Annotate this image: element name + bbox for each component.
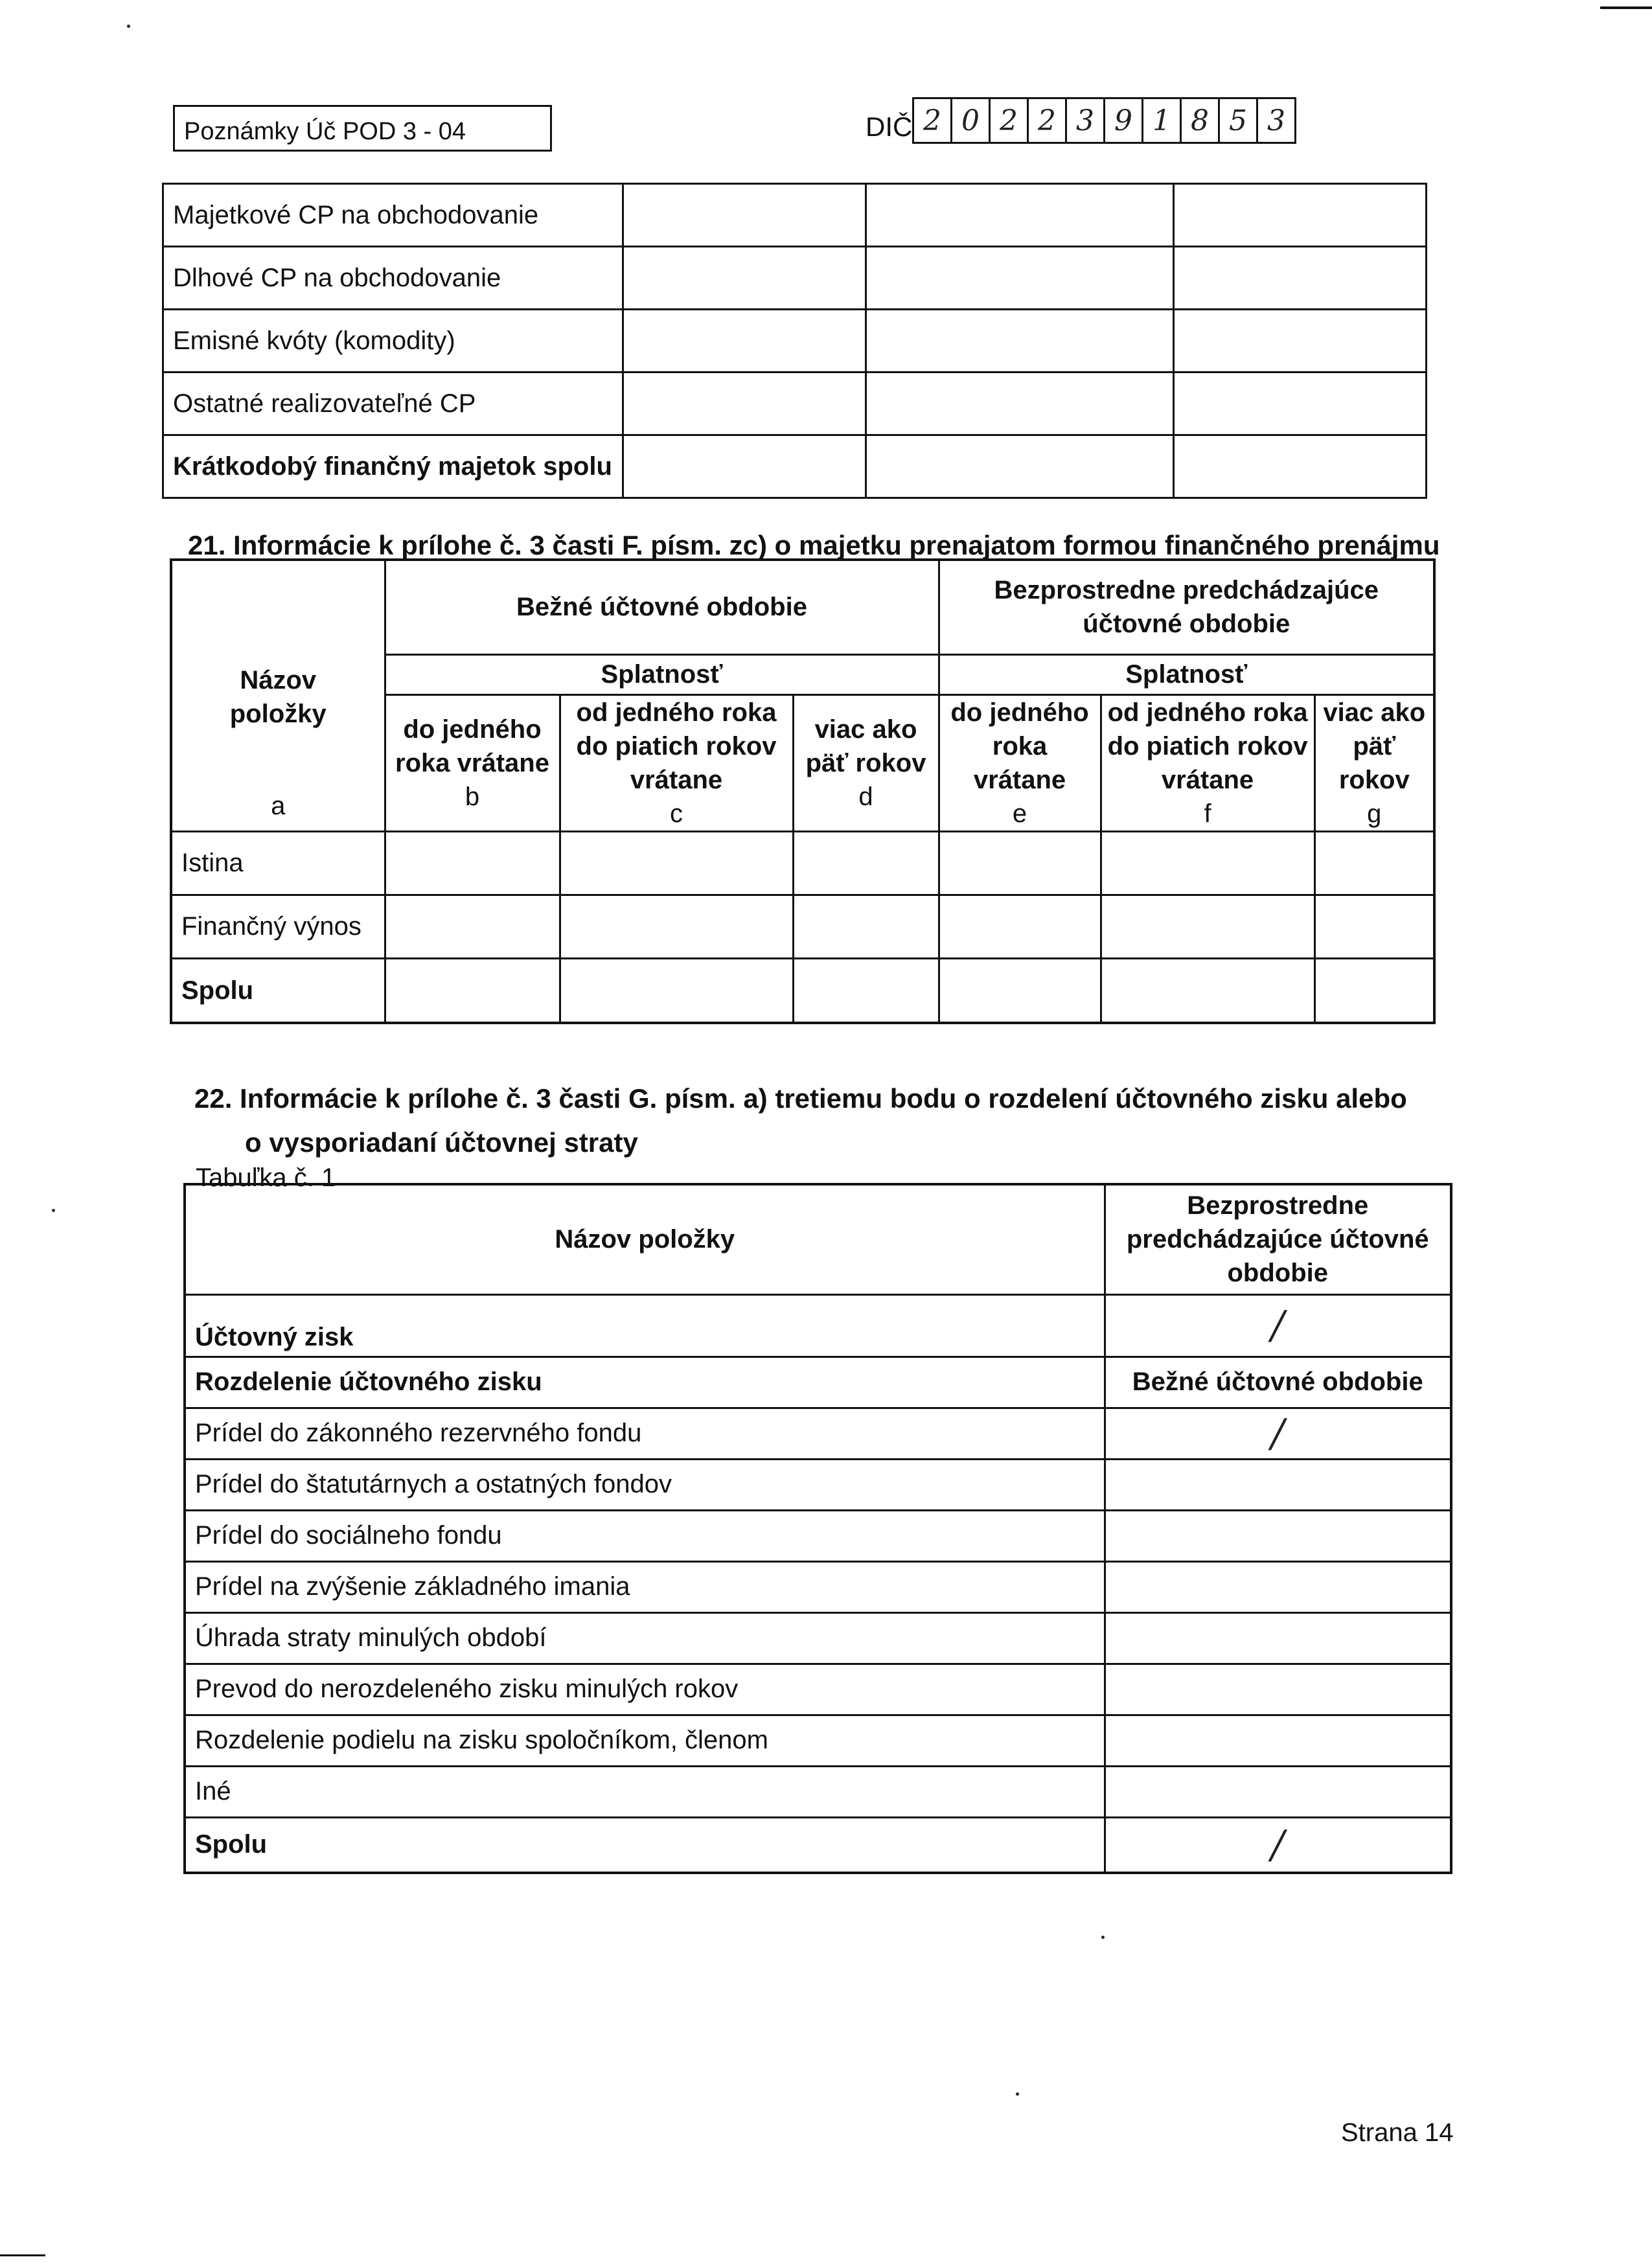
value-cell[interactable] bbox=[1314, 831, 1434, 895]
row-label: Prídel do zákonného rezervného fondu bbox=[185, 1408, 1105, 1459]
slash-mark: / bbox=[1105, 1294, 1451, 1357]
col-letter: g bbox=[1367, 799, 1382, 828]
col-label: od jedného roka do piatich rokov vrátane bbox=[1107, 698, 1308, 794]
scan-speck bbox=[52, 1209, 55, 1212]
dic-digit: 0 bbox=[952, 99, 991, 142]
col-letter: c bbox=[670, 799, 683, 828]
row-label: Rozdelenie podielu na zisku spoločníkom, členom bbox=[185, 1715, 1105, 1766]
row-label: Majetkové CP na obchodovanie bbox=[163, 184, 623, 247]
table-row bbox=[171, 895, 1434, 958]
row-label: Krátkodobý finančný majetok spolu bbox=[163, 435, 623, 498]
col-name-label: Názov položky bbox=[229, 665, 327, 728]
value-cell[interactable] bbox=[866, 435, 1174, 498]
scan-speck bbox=[127, 25, 130, 28]
table-row bbox=[185, 1664, 1451, 1715]
value-cell[interactable] bbox=[1174, 435, 1427, 498]
value-cell[interactable] bbox=[1105, 1612, 1451, 1664]
value-cell[interactable] bbox=[939, 958, 1101, 1023]
value-cell[interactable] bbox=[939, 831, 1101, 895]
value-cell[interactable] bbox=[1174, 372, 1427, 435]
table-row bbox=[185, 1715, 1451, 1766]
value-cell[interactable] bbox=[866, 310, 1174, 372]
value-cell[interactable] bbox=[1174, 247, 1427, 310]
slash-mark: / bbox=[1105, 1817, 1451, 1873]
row-label: Finančný výnos bbox=[171, 895, 385, 958]
value-cell[interactable] bbox=[385, 895, 560, 958]
value-cell[interactable] bbox=[1105, 1459, 1451, 1510]
col-label: viac ako päť rokov bbox=[1323, 698, 1426, 794]
col-header bbox=[1314, 694, 1434, 831]
header-row bbox=[185, 1184, 1451, 1294]
row-label: Prídel do sociálneho fondu bbox=[185, 1510, 1105, 1561]
col-name-header bbox=[171, 560, 385, 831]
value-cell[interactable] bbox=[1174, 310, 1427, 372]
dic-digit: 3 bbox=[1067, 99, 1105, 142]
col-label: do jedného roka vrátane bbox=[950, 698, 1089, 794]
value-cell[interactable] bbox=[623, 247, 866, 310]
value-cell[interactable] bbox=[560, 831, 793, 895]
value-cell[interactable] bbox=[866, 372, 1174, 435]
table-row-total bbox=[171, 958, 1434, 1023]
form-label-box bbox=[173, 105, 552, 152]
col-label: od jedného roka do piatich rokov vrátane bbox=[576, 698, 777, 794]
section-22-title-line1: 22. Informácie k prílohe č. 3 časti G. písm. a) tretiemu bodu o rozdelení účtovného zisku alebo bbox=[194, 1083, 1407, 1114]
scan-speck bbox=[1101, 1936, 1105, 1939]
value-cell[interactable] bbox=[1101, 831, 1314, 895]
dic-digit: 3 bbox=[1267, 104, 1285, 137]
dic-number-boxes bbox=[912, 97, 1296, 144]
col-letter: f bbox=[1204, 799, 1211, 828]
table-row bbox=[185, 1612, 1451, 1664]
table-row bbox=[185, 1459, 1451, 1510]
value-cell[interactable] bbox=[385, 831, 560, 895]
short-term-financial-assets-table bbox=[162, 183, 1427, 499]
scan-speck bbox=[1016, 2092, 1019, 2096]
dic-label: DIČ bbox=[866, 111, 913, 142]
scan-edge-line bbox=[1600, 6, 1652, 9]
table-row bbox=[163, 372, 1427, 435]
col-header bbox=[385, 694, 560, 831]
value-cell[interactable] bbox=[1105, 1766, 1451, 1817]
value-cell[interactable] bbox=[1105, 1664, 1451, 1715]
slash-mark: / bbox=[1105, 1408, 1451, 1459]
row-label: Ostatné realizovateľné CP bbox=[163, 372, 623, 435]
row-label: Prídel do štatutárnych a ostatných fondov bbox=[185, 1459, 1105, 1510]
value-cell[interactable] bbox=[866, 247, 1174, 310]
table-number-label: Tabuľka č. 1 bbox=[196, 1163, 336, 1192]
col-header bbox=[939, 694, 1101, 831]
table-row bbox=[185, 1408, 1451, 1459]
row-label: Spolu bbox=[171, 958, 385, 1023]
current-period-header: Bežné účtovné obdobie bbox=[1105, 1357, 1451, 1408]
col-letter: a bbox=[271, 791, 286, 820]
dic-digit: 5 bbox=[1220, 99, 1258, 142]
form-label: Poznámky Úč POD 3 - 04 bbox=[184, 118, 466, 145]
col-label: do jedného roka vrátane bbox=[395, 715, 549, 777]
value-cell[interactable] bbox=[623, 372, 866, 435]
table-row-total bbox=[163, 435, 1427, 498]
row-label: Spolu bbox=[185, 1817, 1105, 1873]
table-row bbox=[171, 831, 1434, 895]
col-letter: b bbox=[465, 782, 480, 811]
value-cell[interactable] bbox=[793, 831, 939, 895]
value-cell[interactable] bbox=[1174, 184, 1427, 247]
dic-digit: 9 bbox=[1105, 99, 1143, 142]
current-period-header: Bežné účtovné obdobie bbox=[385, 560, 939, 654]
dic-digit: 8 bbox=[1182, 99, 1220, 142]
col-label: viac ako päť rokov bbox=[805, 715, 926, 777]
col-letter: d bbox=[858, 782, 873, 811]
table-row bbox=[185, 1294, 1451, 1357]
col-header bbox=[1101, 694, 1314, 831]
value-cell[interactable] bbox=[866, 184, 1174, 247]
table-row bbox=[185, 1561, 1451, 1612]
value-cell[interactable] bbox=[560, 958, 793, 1023]
profit-distribution-table bbox=[183, 1183, 1452, 1874]
value-cell[interactable] bbox=[793, 895, 939, 958]
value-cell[interactable] bbox=[385, 958, 560, 1023]
value-cell[interactable] bbox=[1314, 895, 1434, 958]
value-cell[interactable] bbox=[560, 895, 793, 958]
col-name-header: Názov položky bbox=[185, 1184, 1105, 1294]
section-21-title: 21. Informácie k prílohe č. 3 časti F. písm. zc) o majetku prenajatom formou finančného prenájmu bbox=[188, 530, 1440, 560]
row-label: Úhrada straty minulých období bbox=[185, 1612, 1105, 1664]
section-22-title-line2: o vysporiadaní účtovnej straty bbox=[245, 1127, 638, 1158]
dic-digit: 2 bbox=[991, 99, 1029, 142]
row-label: Prevod do nerozdeleného zisku minulých rokov bbox=[185, 1664, 1105, 1715]
row-label: Istina bbox=[171, 831, 385, 895]
col-header bbox=[793, 694, 939, 831]
dic-digit: 2 bbox=[914, 99, 952, 142]
value-cell[interactable] bbox=[793, 958, 939, 1023]
maturity-header: Splatnosť bbox=[385, 654, 939, 694]
row-label: Emisné kvóty (komodity) bbox=[163, 310, 623, 372]
dic-digit: 1 bbox=[1143, 99, 1182, 142]
page-number: Strana 14 bbox=[1341, 2118, 1454, 2147]
previous-period-header: Bezprostredne predchádzajúce účtovné obdobie bbox=[1105, 1184, 1451, 1294]
value-cell[interactable] bbox=[1101, 895, 1314, 958]
table-row bbox=[185, 1766, 1451, 1817]
dic-digit: 2 bbox=[1029, 99, 1067, 142]
financial-lease-table bbox=[170, 558, 1436, 1024]
row-label: Rozdelenie účtovného zisku bbox=[185, 1357, 1105, 1408]
row-label: Prídel na zvýšenie základného imania bbox=[185, 1561, 1105, 1612]
table-row bbox=[163, 247, 1427, 310]
value-cell[interactable] bbox=[623, 435, 866, 498]
value-cell[interactable] bbox=[939, 895, 1101, 958]
table-row bbox=[163, 184, 1427, 247]
row-label: Účtovný zisk bbox=[185, 1294, 1105, 1357]
value-cell[interactable] bbox=[1105, 1510, 1451, 1561]
scan-edge-line bbox=[0, 2254, 45, 2256]
value-cell[interactable] bbox=[623, 184, 866, 247]
header-row bbox=[171, 560, 1434, 654]
col-header bbox=[560, 694, 793, 831]
value-cell[interactable] bbox=[1105, 1715, 1451, 1766]
value-cell[interactable] bbox=[1314, 958, 1434, 1023]
row-label: Iné bbox=[185, 1766, 1105, 1817]
value-cell[interactable] bbox=[1101, 958, 1314, 1023]
table-row bbox=[163, 310, 1427, 372]
col-letter: e bbox=[1012, 799, 1027, 828]
value-cell[interactable] bbox=[623, 310, 866, 372]
previous-period-header: Bezprostredne predchádzajúce účtovné obdobie bbox=[939, 560, 1434, 654]
table-row-total bbox=[185, 1817, 1451, 1873]
table-row bbox=[185, 1357, 1451, 1408]
row-label: Dlhové CP na obchodovanie bbox=[163, 247, 623, 310]
table-row bbox=[185, 1510, 1451, 1561]
maturity-header: Splatnosť bbox=[939, 654, 1434, 694]
value-cell[interactable] bbox=[1105, 1561, 1451, 1612]
